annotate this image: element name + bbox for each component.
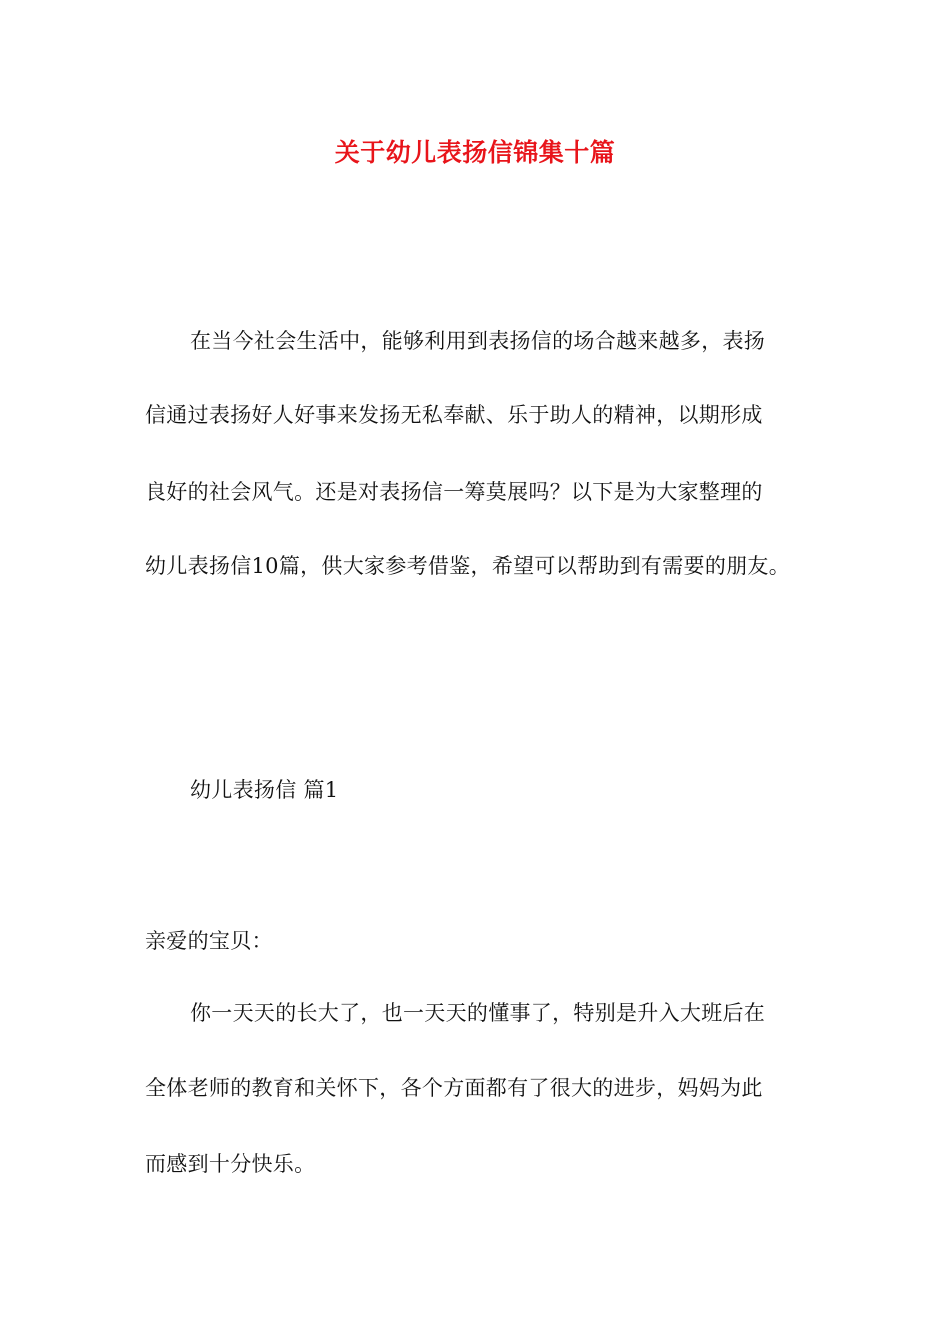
intro-line: 在当今社会生活中，能够利用到表扬信的场合越来越多，表扬 [190, 329, 766, 353]
salutation: 亲爱的宝贝： [145, 929, 273, 953]
body-line: 全体老师的教育和关怀下，各个方面都有了很大的进步，妈妈为此 [145, 1076, 763, 1100]
body-line: 你一天天的长大了，也一天天的懂事了，特别是升入大班后在 [190, 1001, 766, 1025]
body-line: 而感到十分快乐。 [145, 1152, 316, 1176]
intro-line: 良好的社会风气。还是对表扬信一筹莫展吗？以下是为大家整理的 [145, 480, 763, 504]
intro-line: 幼儿表扬信10篇，供大家参考借鉴，希望可以帮助到有需要的朋友。 [145, 554, 791, 578]
document-title: 关于幼儿表扬信锦集十篇 [334, 138, 616, 167]
section-heading: 幼儿表扬信 篇1 [190, 778, 339, 802]
intro-line: 信通过表扬好人好事来发扬无私奉献、乐于助人的精神，以期形成 [145, 403, 763, 427]
